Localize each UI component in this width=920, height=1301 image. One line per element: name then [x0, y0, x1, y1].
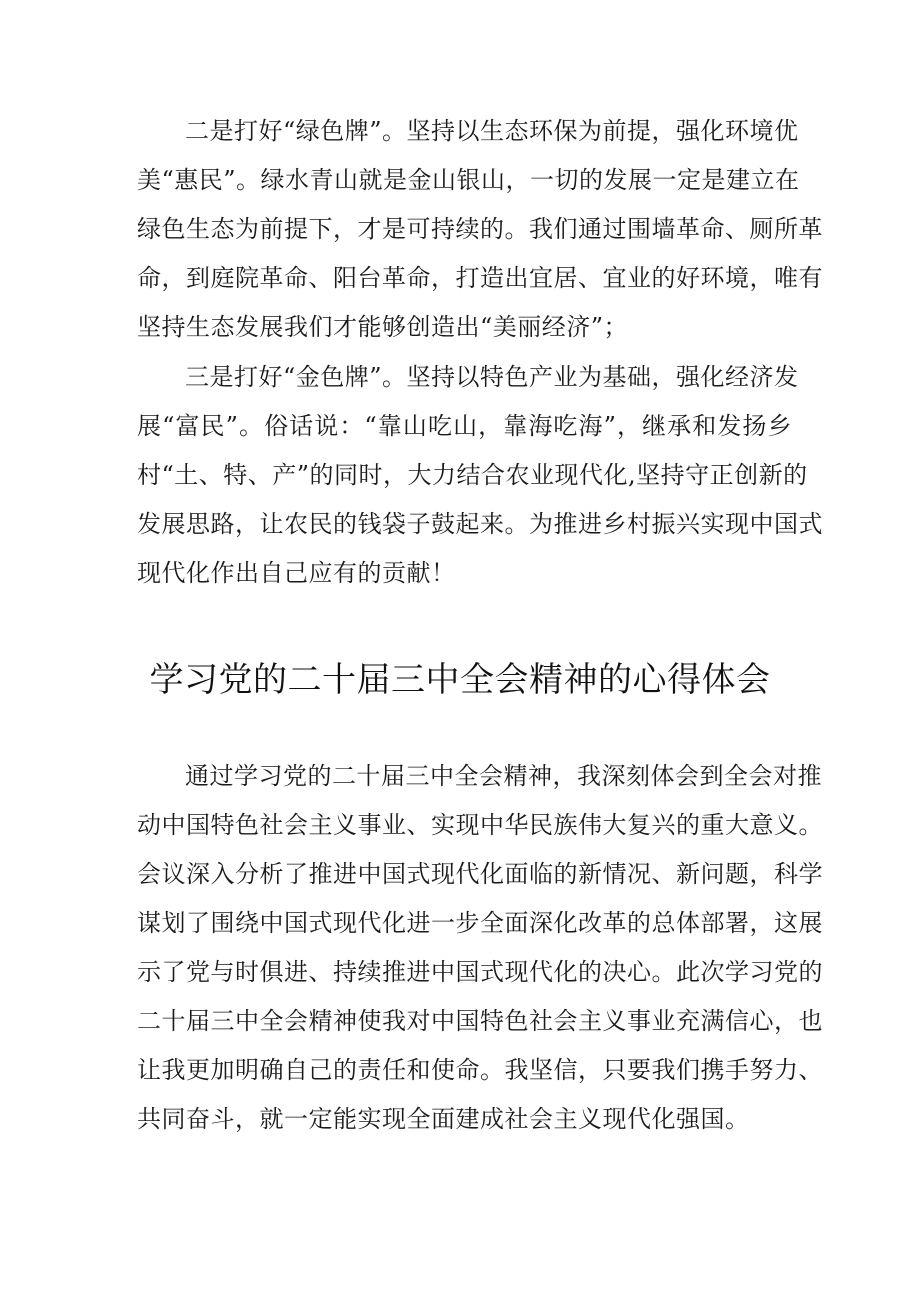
paragraph-line: 村“土、特、产”的同时，大力结合农业现代化,坚持守正创新的 [137, 461, 808, 489]
paragraph-line: 让我更加明确自己的责任和使命。我坚信，只要我们携手努力、 [137, 1056, 823, 1084]
paragraph-line: 美“惠民”。绿水青山就是金山银山，一切的发展一定是建立在 [137, 166, 800, 194]
paragraph-line: 动中国特色社会主义事业、实现中华民族伟大复兴的重大意义。 [137, 811, 823, 839]
paragraph-line: 坚持生态发展我们才能够创造出“美丽经济”； [137, 313, 629, 341]
paragraph-line: 示了党与时俱进、持续推进中国式现代化的决心。此次学习党的 [137, 958, 823, 986]
paragraph-line: 展“富民”。俗话说：“靠山吃山，靠海吃海”，继承和发扬乡 [137, 412, 792, 440]
paragraph-line: 发展思路，让农民的钱袋子鼓起来。为推进乡村振兴实现中国式 [137, 510, 823, 538]
paragraph-line: 共同奋斗，就一定能实现全面建成社会主义现代化强国。 [137, 1105, 750, 1133]
paragraph-gold-card [137, 353, 823, 598]
paragraph-green-card [137, 107, 823, 352]
paragraph-line: 二十届三中全会精神使我对中国特色社会主义事业充满信心，也 [137, 1007, 823, 1035]
paragraph-line: 现代化作出自己应有的贡献！ [137, 559, 456, 587]
paragraph-line: 会议深入分析了推进中国式现代化面临的新情况、新问题，科学 [137, 860, 823, 888]
section-title: 学习党的二十届三中全会精神的心得体会 [149, 660, 771, 700]
paragraph-line: 二是打好“绿色牌”。坚持以生态环保为前提，强化环境优 [185, 117, 799, 145]
paragraph-line: 谋划了围绕中国式现代化进一步全面深化改革的总体部署，这展 [137, 909, 823, 937]
paragraph-line: 三是打好“金色牌”。坚持以特色产业为基础，强化经济发 [185, 363, 799, 391]
paragraph-line: 通过学习党的二十届三中全会精神，我深刻体会到全会对推 [185, 762, 822, 790]
paragraph-reflection [137, 752, 823, 1144]
paragraph-line: 命，到庭院革命、阳台革命，打造出宜居、宜业的好环境，唯有 [137, 264, 823, 292]
paragraph-line: 绿色生态为前提下，才是可持续的。我们通过围墙革命、厕所革 [137, 215, 823, 243]
